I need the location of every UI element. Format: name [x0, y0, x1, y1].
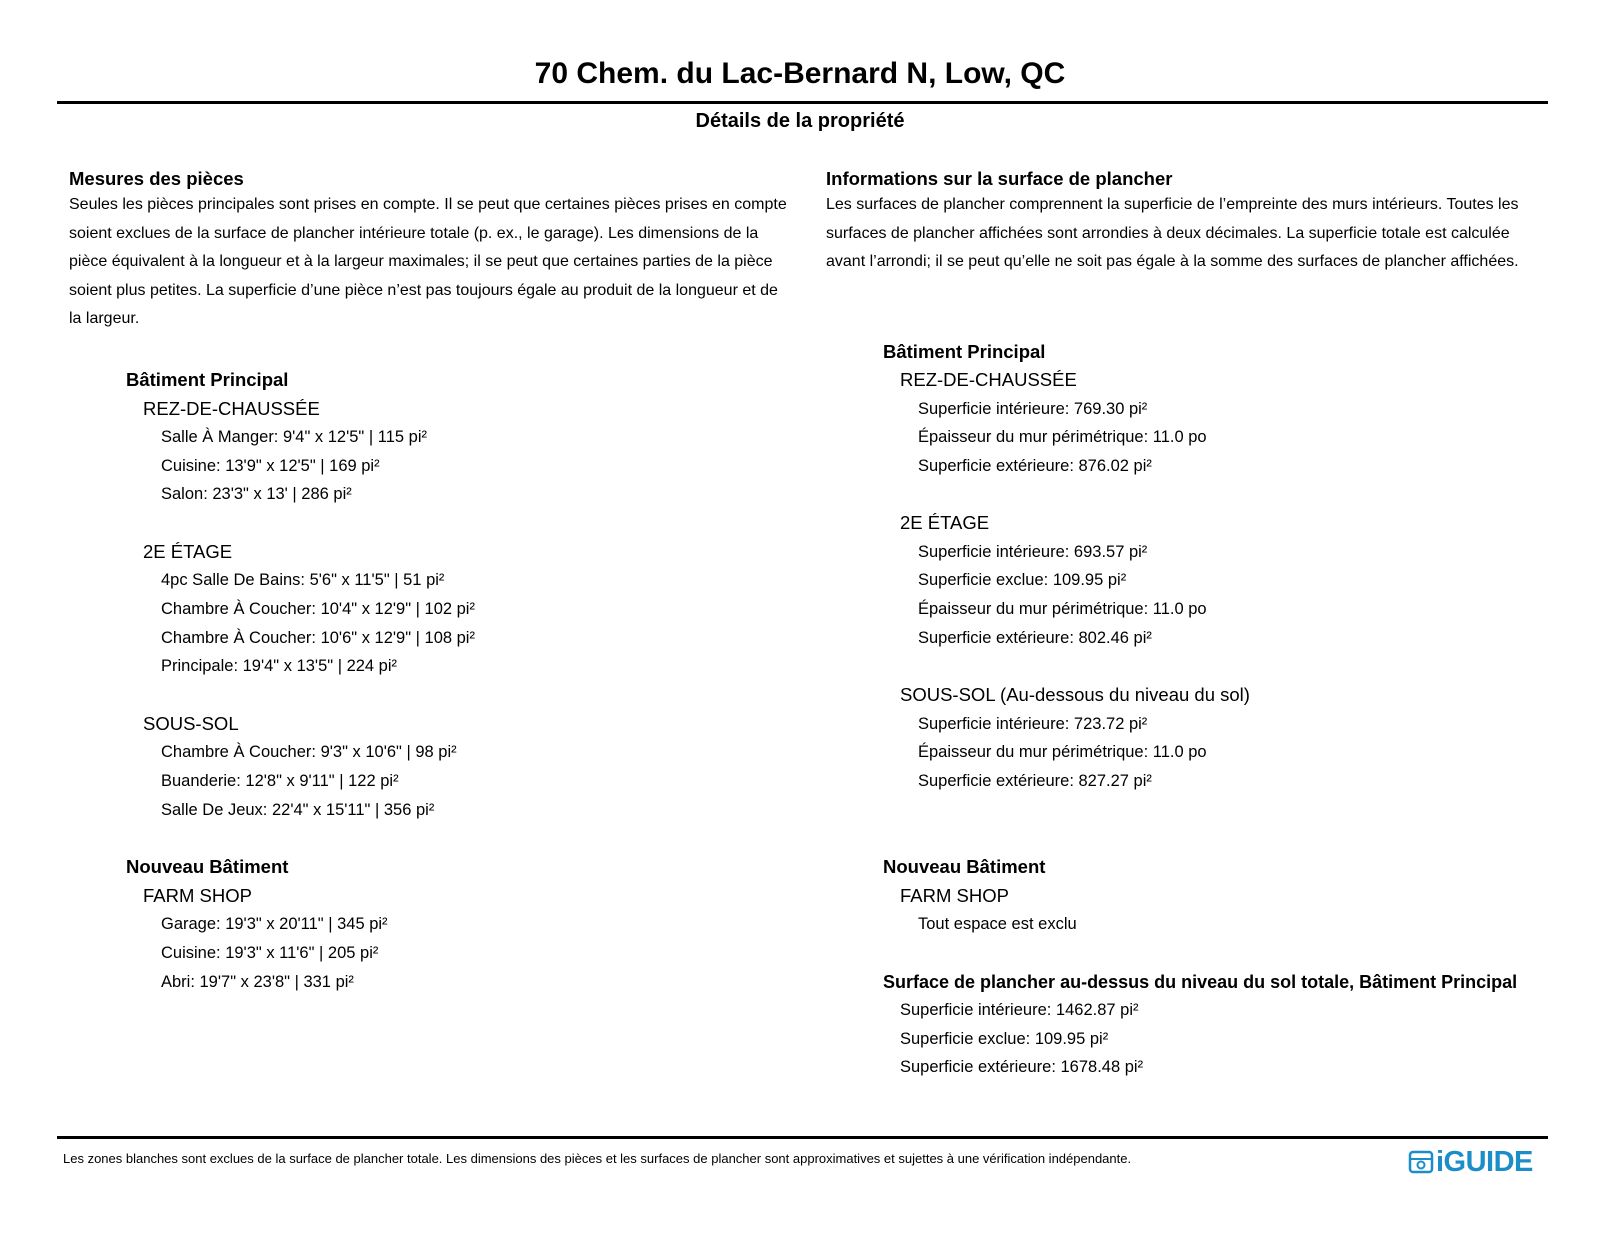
area-floor-name: FARM SHOP — [900, 885, 1009, 906]
room-floor-name: REZ-DE-CHAUSSÉE — [143, 398, 320, 419]
room-floor-name: 2E ÉTAGE — [143, 541, 233, 562]
area-building-name: Nouveau Bâtiment — [883, 856, 1046, 877]
room-item: Garage: 19'3" x 20'11" | 345 pi² — [161, 915, 388, 933]
iguide-logo-icon — [1408, 1149, 1434, 1175]
room-item: Salle À Manger: 9'4" x 12'5" | 115 pi² — [161, 428, 427, 446]
room-floor-name: FARM SHOP — [143, 885, 252, 906]
area-item: Épaisseur du mur périmétrique: 11.0 po — [918, 600, 1207, 618]
area-floor-name: 2E ÉTAGE — [900, 512, 990, 533]
room-item: Abri: 19'7" x 23'8" | 331 pi² — [161, 973, 354, 991]
room-building-name: Nouveau Bâtiment — [126, 856, 289, 877]
total-area-item: Superficie extérieure: 1678.48 pi² — [900, 1058, 1144, 1076]
total-area-heading: Surface de plancher au-dessus du niveau du sol totale, Bâtiment Principal — [883, 972, 1518, 992]
area-item: Superficie extérieure: 802.46 pi² — [918, 629, 1152, 647]
total-area-item: Superficie intérieure: 1462.87 pi² — [900, 1001, 1139, 1019]
room-item: Chambre À Coucher: 9'3" x 10'6" | 98 pi² — [161, 743, 457, 761]
area-item: Superficie extérieure: 827.27 pi² — [918, 772, 1152, 790]
page-title: 70 Chem. du Lac-Bernard N, Low, QC — [534, 57, 1066, 90]
room-item: Chambre À Coucher: 10'6" x 12'9" | 108 pi² — [161, 629, 475, 647]
room-measurements-description: Seules les pièces principales sont prises en compte. Il se peut que certaines pièces prises en compte soient exclues de la surface de plancher intérieure totale (p. ex., le garage). Les dimensions de la pièce équivalent à la longueur et à la largeur maximales; il se peut que certaines parties de la pièce soient plus petites. La superficie d’une pièce n’est pas toujours égale au produit de la longueur et de la largeur. — [69, 196, 787, 328]
room-measurements-heading: Mesures des pièces — [69, 168, 244, 189]
floor-area-heading: Informations sur la surface de plancher — [826, 168, 1173, 189]
footer-divider — [57, 1136, 1548, 1139]
room-item: Salle De Jeux: 22'4" x 15'11" | 356 pi² — [161, 801, 435, 819]
area-item: Superficie intérieure: 693.57 pi² — [918, 543, 1148, 561]
total-area-item: Superficie exclue: 109.95 pi² — [900, 1030, 1109, 1048]
room-item: Cuisine: 19'3" x 11'6" | 205 pi² — [161, 944, 379, 962]
area-item: Épaisseur du mur périmétrique: 11.0 po — [918, 743, 1207, 761]
header-divider — [57, 101, 1548, 104]
room-item: Principale: 19'4" x 13'5" | 224 pi² — [161, 657, 398, 675]
area-item: Superficie exclue: 109.95 pi² — [918, 571, 1127, 589]
room-item: 4pc Salle De Bains: 5'6" x 11'5" | 51 pi² — [161, 571, 445, 589]
area-floor-name: REZ-DE-CHAUSSÉE — [900, 369, 1077, 390]
room-item: Chambre À Coucher: 10'4" x 12'9" | 102 pi² — [161, 600, 475, 618]
area-item: Tout espace est exclu — [918, 915, 1077, 933]
area-item: Épaisseur du mur périmétrique: 11.0 po — [918, 428, 1207, 446]
area-building-name: Bâtiment Principal — [883, 341, 1046, 362]
area-item: Superficie intérieure: 723.72 pi² — [918, 715, 1148, 733]
iguide-logo-text: iGUIDE — [1436, 1146, 1533, 1178]
footer-note: Les zones blanches sont exclues de la surface de plancher totale. Les dimensions des pièces et les surfaces de plancher sont approximatives et sujettes à une vérification indépendante. — [63, 1151, 1132, 1166]
room-building-name: Bâtiment Principal — [126, 369, 289, 390]
room-item: Cuisine: 13'9" x 12'5" | 169 pi² — [161, 457, 380, 475]
floor-area-description: Les surfaces de plancher comprennent la superficie de l’empreinte des murs intérieurs. Toutes les surfaces de plancher affichées sont arrondies à deux décimales. La superficie totale est calculée avant l’arrondi; il se peut qu’elle ne soit pas égale à la somme des surfaces de plancher affichées. — [826, 196, 1519, 271]
area-item: Superficie extérieure: 876.02 pi² — [918, 457, 1152, 475]
area-item: Superficie intérieure: 769.30 pi² — [918, 400, 1148, 418]
area-floor-name: SOUS-SOL (Au-dessous du niveau du sol) — [900, 684, 1250, 705]
room-item: Buanderie: 12'8" x 9'11" | 122 pi² — [161, 772, 399, 790]
iguide-logo — [1408, 1146, 1538, 1178]
room-item: Salon: 23'3" x 13' | 286 pi² — [161, 485, 352, 503]
page-subtitle: Détails de la propriété — [695, 110, 905, 132]
room-floor-name: SOUS-SOL — [143, 713, 239, 734]
